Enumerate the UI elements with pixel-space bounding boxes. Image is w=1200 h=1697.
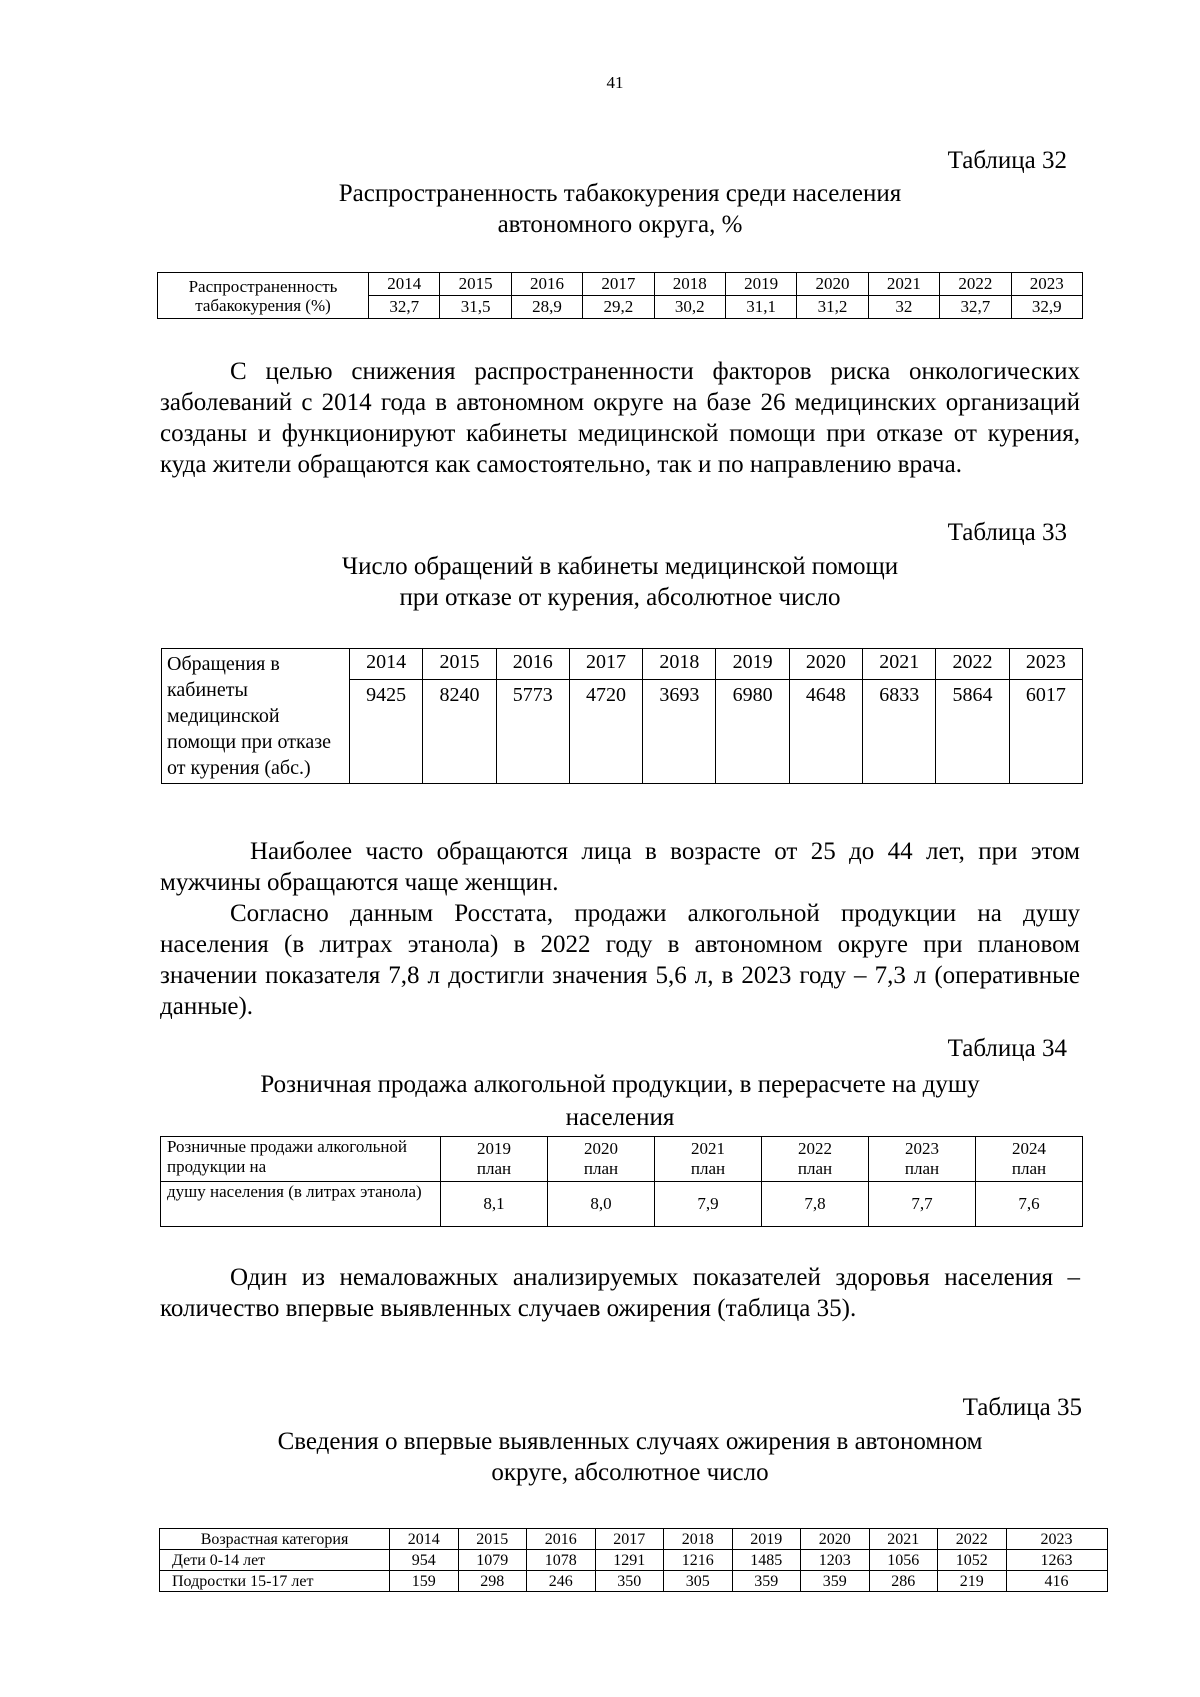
table34-plan: план — [476, 1159, 512, 1178]
table33-value: 6833 — [863, 680, 936, 784]
table35-value: 219 — [938, 1571, 1007, 1592]
table33-year: 2016 — [496, 649, 569, 680]
paragraph-smoking-cabinets — [160, 356, 1080, 480]
table33-value: 4648 — [789, 680, 862, 784]
table32-value: 30,2 — [654, 296, 725, 319]
obesity-cases-table — [159, 1528, 1108, 1592]
paragraph4-text: Один из немаловажных анализируемых показателей здоровья населения – количество впервые выявленных случаев ожирения (таблица 35). — [160, 1264, 1080, 1322]
table32-row-label — [158, 273, 369, 319]
table33-title-line1: Число обращений в кабинеты медицинской помощи — [341, 553, 899, 580]
table35-value: 246 — [527, 1571, 596, 1592]
table34-year-cell — [976, 1137, 1083, 1182]
table35-value: 1216 — [664, 1550, 733, 1571]
table32-value: 32,9 — [1011, 296, 1082, 319]
table34-year: 2024 — [1012, 1139, 1046, 1158]
table32-value: 31,5 — [440, 296, 511, 319]
table34-year-cell — [655, 1137, 762, 1182]
table33-year: 2018 — [643, 649, 716, 680]
table34-year: 2019 — [477, 1139, 511, 1158]
table35-year: 2015 — [458, 1529, 527, 1550]
table-row — [160, 1550, 1108, 1571]
table35-year: 2023 — [1006, 1529, 1107, 1550]
table32-title-line1: Распространенность табакокурения среди населения — [338, 180, 902, 207]
table-row — [160, 1571, 1108, 1592]
table32-value: 31,1 — [725, 296, 796, 319]
table35-year: 2020 — [801, 1529, 870, 1550]
table34-year-cell — [441, 1137, 548, 1182]
table32-value: 31,2 — [797, 296, 868, 319]
table35-title-line1: Сведения о впервые выявленных случаях ожирения в автономном — [277, 1428, 983, 1455]
table32-year: 2019 — [725, 273, 796, 296]
table34-year-cell — [548, 1137, 655, 1182]
paragraph-obesity — [160, 1262, 1080, 1324]
paragraph3-text: Согласно данным Росстата, продажи алкогольной продукции на душу населения (в литрах этанола) в 2022 году в автономном округе при плановом значении показателя 7,8 л достигли значения 5,6 л, в 2023 году – 7,3 л (оперативные данные). — [160, 900, 1080, 1020]
table33-year: 2020 — [789, 649, 862, 680]
table35-year: 2022 — [938, 1529, 1007, 1550]
table33-number: Таблица 33 — [947, 519, 1067, 546]
table35-value: 1263 — [1006, 1550, 1107, 1571]
table32-title-line2: автономного округа, % — [497, 211, 743, 238]
table34-plan: план — [690, 1159, 726, 1178]
table34-year: 2021 — [691, 1139, 725, 1158]
table33-row-label: Обращения в кабинеты медицинской помощи при отказе от курения (абс.) — [162, 649, 350, 784]
smoking-prevalence-table — [157, 272, 1083, 319]
table33-value: 3693 — [643, 680, 716, 784]
table34-label-bottom: душу населения (в литрах этанола) — [161, 1182, 441, 1227]
table33-year: 2023 — [1009, 649, 1082, 680]
table33-value: 6980 — [716, 680, 789, 784]
table34-value: 7,6 — [976, 1182, 1083, 1227]
table35-header-label: Возрастная категория — [160, 1529, 390, 1550]
table35-value: 1203 — [801, 1550, 870, 1571]
table33-title — [160, 551, 1080, 613]
table34-number: Таблица 34 — [947, 1035, 1067, 1062]
table35-value: 1078 — [527, 1550, 596, 1571]
table33-year: 2019 — [716, 649, 789, 680]
table33-value: 5773 — [496, 680, 569, 784]
table32-year: 2016 — [511, 273, 582, 296]
table33-year: 2014 — [350, 649, 423, 680]
table33-year: 2022 — [936, 649, 1009, 680]
table35-year: 2014 — [390, 1529, 459, 1550]
table33-year: 2015 — [423, 649, 496, 680]
table33-value: 9425 — [350, 680, 423, 784]
paragraph1-text: С целью снижения распространенности факторов риска онкологических заболеваний с 2014 года в автономном округе на базе 26 медицинских организаций созданы и функционируют кабинеты медицинской помощи при отказе от курения, куда жители обращаются как самостоятельно, так и по направлению врача. — [160, 358, 1080, 478]
table34-plan: план — [904, 1159, 940, 1178]
table32-year: 2021 — [868, 273, 939, 296]
table32-number: Таблица 32 — [947, 147, 1067, 174]
table34-value: 7,8 — [762, 1182, 869, 1227]
table34-title-line2: населения — [565, 1104, 675, 1131]
table32-year: 2017 — [583, 273, 654, 296]
table35-value: 286 — [869, 1571, 938, 1592]
table35-value: 1079 — [458, 1550, 527, 1571]
table35-row-label: Дети 0-14 лет — [160, 1550, 390, 1571]
quit-smoking-visits-table — [161, 648, 1083, 784]
table34-title — [160, 1068, 1080, 1134]
table34-value: 7,7 — [869, 1182, 976, 1227]
table33-title-line2: при отказе от курения, абсолютное число — [399, 584, 841, 611]
table35-value: 416 — [1006, 1571, 1107, 1592]
table35-year: 2021 — [869, 1529, 938, 1550]
table32-value: 32,7 — [369, 296, 440, 319]
table35-value: 1056 — [869, 1550, 938, 1571]
table32-year: 2023 — [1011, 273, 1082, 296]
table35-value: 350 — [595, 1571, 664, 1592]
table33-value: 5864 — [936, 680, 1009, 784]
table35-value: 305 — [664, 1571, 733, 1592]
table35-value: 359 — [732, 1571, 801, 1592]
table35-year: 2016 — [527, 1529, 596, 1550]
table34-value: 8,0 — [548, 1182, 655, 1227]
table34-value: 8,1 — [441, 1182, 548, 1227]
table35-year: 2018 — [664, 1529, 733, 1550]
table34-year: 2023 — [905, 1139, 939, 1158]
table34-year-cell — [762, 1137, 869, 1182]
page-number: 41 — [606, 73, 624, 92]
table32-year: 2018 — [654, 273, 725, 296]
table35-value: 1291 — [595, 1550, 664, 1571]
table34-title-line1: Розничная продажа алкогольной продукции, в перерасчете на душу — [260, 1071, 980, 1098]
table34-label-top: Розничные продажи алкогольной продукции на — [161, 1137, 441, 1182]
table32-value: 29,2 — [583, 296, 654, 319]
table33-year: 2021 — [863, 649, 936, 680]
table35-year: 2017 — [595, 1529, 664, 1550]
table33-value: 6017 — [1009, 680, 1082, 784]
table33-year: 2017 — [569, 649, 642, 680]
table35-value: 1052 — [938, 1550, 1007, 1571]
table32-value: 32 — [868, 296, 939, 319]
table34-year-cell — [869, 1137, 976, 1182]
table34-plan: план — [797, 1159, 833, 1178]
table35-value: 1485 — [732, 1550, 801, 1571]
table35-row-label: Подростки 15-17 лет — [160, 1571, 390, 1592]
table32-value: 28,9 — [511, 296, 582, 319]
paragraph2-text: Наиболее часто обращаются лица в возрасте от 25 до 44 лет, при этом мужчины обращаются чаще женщин. — [160, 838, 1080, 896]
table35-title-line2: округе, абсолютное число — [491, 1459, 769, 1486]
table34-year: 2020 — [584, 1139, 618, 1158]
table34-year: 2022 — [798, 1139, 832, 1158]
table34-plan: план — [1011, 1159, 1047, 1178]
table33-value: 8240 — [423, 680, 496, 784]
table32-label-line1: Распространенность — [188, 276, 338, 296]
table34-value: 7,9 — [655, 1182, 762, 1227]
table35-title — [170, 1426, 1090, 1488]
table32-year: 2020 — [797, 273, 868, 296]
table32-value: 32,7 — [940, 296, 1011, 319]
table32-year: 2015 — [440, 273, 511, 296]
table35-value: 159 — [390, 1571, 459, 1592]
table35-value: 359 — [801, 1571, 870, 1592]
table35-value: 954 — [390, 1550, 459, 1571]
table32-label-line2: табакокурения (%) — [195, 295, 331, 315]
table32-year: 2022 — [940, 273, 1011, 296]
paragraph-visitors-alcohol — [160, 836, 1080, 1022]
table34-plan: план — [583, 1159, 619, 1178]
alcohol-sales-table — [160, 1136, 1083, 1227]
table35-value: 298 — [458, 1571, 527, 1592]
table35-number: Таблица 35 — [962, 1394, 1082, 1421]
table32-year: 2014 — [369, 273, 440, 296]
table33-value: 4720 — [569, 680, 642, 784]
table32-title — [160, 178, 1080, 240]
table35-year: 2019 — [732, 1529, 801, 1550]
